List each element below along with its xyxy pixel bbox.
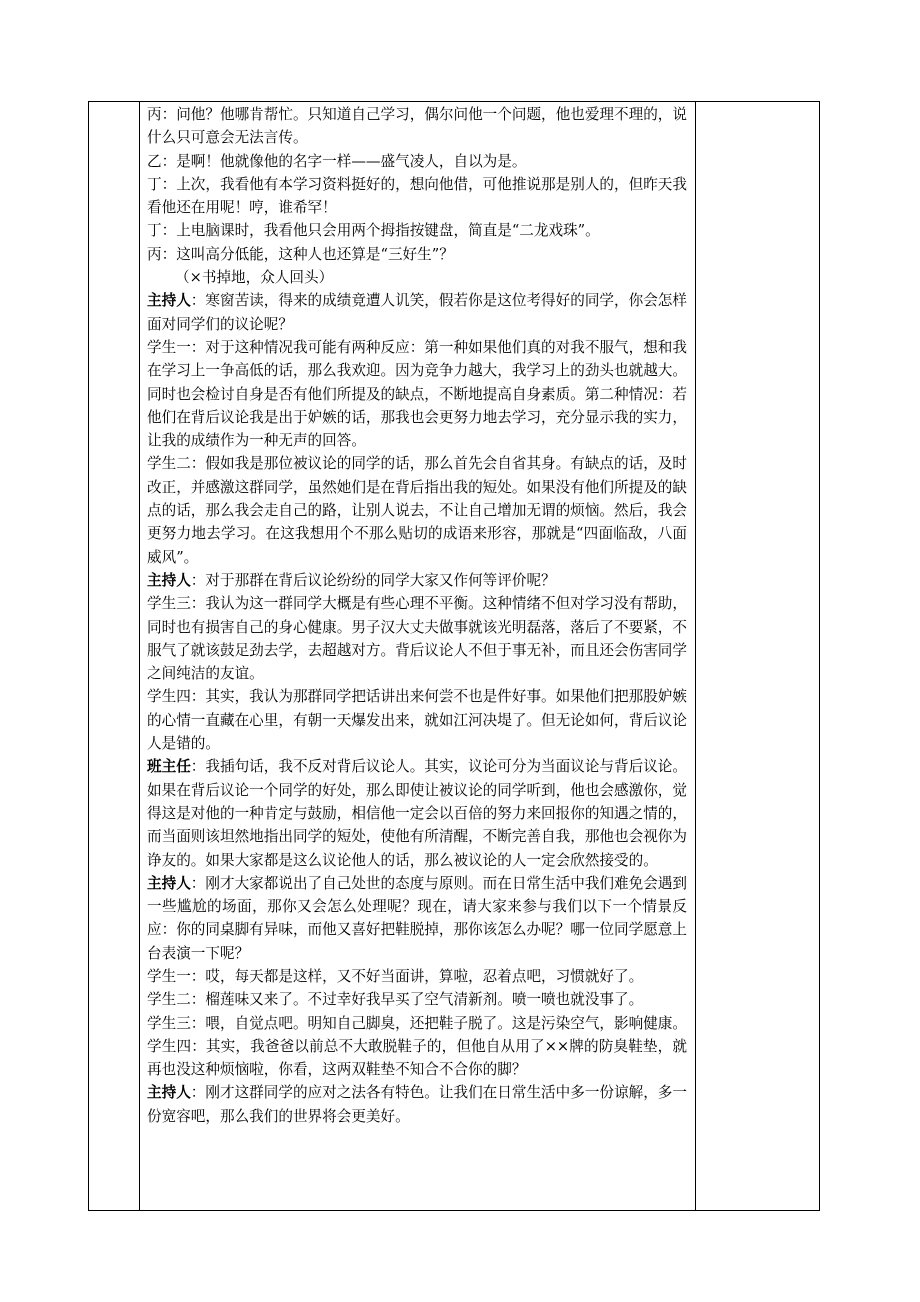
dialogue-line: 主持人：寒窗苦读，得来的成绩竟遭人讥笑，假若你是这位考得好的同学，你会怎样面对同学们的议论呢？ — [147, 292, 687, 333]
speaker-label: 主持人 — [147, 292, 191, 310]
dialogue-line: 班主任：我插句话，我不反对背后议论人。其实，议论可分为当面议论与背后议论。如果在背后议论一个同学的好处，那么即使让被议论的同学听到，他也会感激你，觉得这是对他的一种肯定与鼓励，相信他一定会以百倍的努力来回报你的知遇之情的，而当面则该坦然地指出同学的短处，使他有所清醒，不断完善自我，那他也会视你为诤友的。如果大家都是这么议论他人的话，那么被议论的人一定会欣然接受的。 — [147, 758, 687, 869]
dialogue-line: 丁：上次，我看他有本学习资料挺好的，想向他借，可他推说那是别人的，但昨天我看他还在用呢！哼，谁希罕！ — [147, 175, 687, 217]
dialogue-line: 学生三：喂，自觉点吧。明知自己脚臭，还把鞋子脱了。这是污染空气，影响健康。 — [147, 1014, 687, 1032]
dialogue-line: 主持人：刚才这群同学的应对之法各有特色。让我们在日常生活中多一份谅解，多一份宽容吧，那么我们的世界将会更美好。 — [147, 1084, 687, 1125]
speaker-label: 主持人 — [147, 571, 191, 589]
dialogue-line: 乙：是啊！他就像他的名字一样——盛气凌人，自以为是。 — [147, 152, 527, 170]
dialogue-line: 丁：上电脑课时，我看他只会用两个拇指按键盘，简直是“二龙戏珠”。 — [147, 222, 600, 240]
dialogue-line: 学生二：假如我是那位被议论的同学的话，那么首先会自省其身。有缺点的话，及时改正，并感激这群同学，虽然她们是在背后指出我的短处。如果没有他们所提及的缺点的话，那么我会走自己的路，让别人说去，不让自己增加无谓的烦恼。然后，我会更努力地去学习。在这我想用个不那么贴切的成语来形容，那就是“四面临敌，八面威风”。 — [147, 455, 687, 566]
dialogue-line: 主持人：刚才大家都说出了自己处世的态度与原则。而在日常生活中我们难免会遇到一些尴尬的场面，那你又会怎么处理呢？现在，请大家来参与我们以下一个情景反应：你的同桌脚有异味，而他又喜好把鞋脱掉，那你该怎么办呢？哪一位同学愿意上台表演一下呢？ — [147, 874, 687, 962]
dialogue-line: 主持人：对于那群在背后议论纷纷的同学大家又作何等评价呢？ — [147, 571, 556, 589]
dialogue-content — [147, 103, 687, 1128]
dialogue-line: 学生四：其实，我认为那群同学把话讲出来何尝不也是件好事。如果他们把那股妒嫉的心情一直藏在心里，有朝一天爆发出来，就如江河决堤了。但无论如何，背后议论人是错的。 — [147, 688, 687, 753]
speaker-label: 主持人 — [147, 874, 191, 892]
dialogue-line: 学生四：其实，我爸爸以前总不大敢脱鞋子的，但他自从用了××牌的防臭鞋垫，就再也没这种烦恼啦，你看，这两双鞋垫不知合不合你的脚？ — [147, 1037, 687, 1079]
stage-direction: （×书掉地，众人回头） — [175, 269, 334, 287]
dialogue-line: 学生三：我认为这一群同学大概是有些心理不平衡。这种情绪不但对学习没有帮助，同时也有损害自己的身心健康。男子汉大丈夫做事就该光明磊落，落后了不要紧，不服气了就该鼓足劲去学，去超越对方。背后议论人不但于事无补，而且还会伤害同学之间纯洁的友谊。 — [147, 595, 687, 683]
table-column-divider-right — [695, 102, 696, 1210]
dialogue-line: 丙：这叫高分低能，这种人也还算是“三好生”？ — [147, 245, 454, 263]
table-column-divider-left — [139, 102, 140, 1210]
dialogue-line: 学生一：哎，每天都是这样，又不好当面讲，算啦，忍着点吧，习惯就好了。 — [147, 967, 644, 985]
dialogue-line: 学生二：榴莲味又来了。不过幸好我早买了空气清新剂。喷一喷也就没事了。 — [147, 991, 644, 1009]
speaker-label: 班主任 — [147, 758, 191, 776]
speaker-label: 主持人 — [147, 1084, 191, 1102]
dialogue-line: 丙：问他？他哪肯帮忙。只知道自己学习，偶尔问他一个问题，他也爱理不理的，说什么只可意会无法言传。 — [147, 106, 687, 147]
dialogue-line: 学生一：对于这种情况我可能有两种反应：第一种如果他们真的对我不服气，想和我在学习上一争高低的话，那么我欢迎。因为竞争力越大，我学习上的劲头也就越大。同时也会检讨自身是否有他们所提及的缺点，不断地提高自身素质。第二种情况：若他们在背后议论我是出于妒嫉的话，那我也会更努力地去学习，充分显示我的实力，让我的成绩作为一种无声的回答。 — [147, 338, 687, 450]
